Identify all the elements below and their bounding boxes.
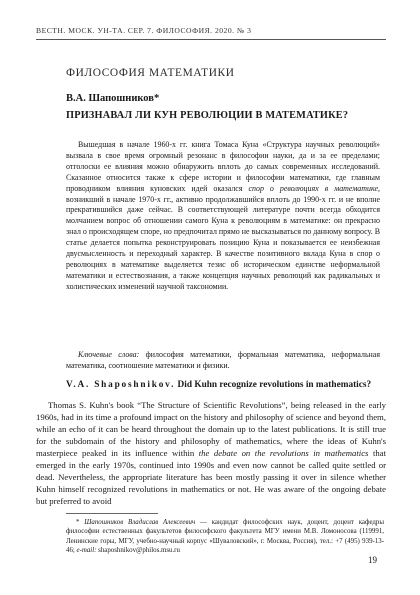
en-text-2: that emerged in the early 1970s, continued into 1990s and even now cannot be called quite settled or dead. Nevertheless, the appropriate literature has been mostly passing it over in silence whether Kuhn himself recognized revolutions in mathematics or not. He was aware of the ongoing debate but preferred to avoid	[36, 447, 386, 506]
footnote-rule	[66, 513, 158, 514]
footnote-text: — кандидат философских наук, доцент, доцент кафедры философии естественных факультетов философского факультета МГУ имени М.В. Ломоносова (119991, Ленинские горы, МГУ, учебно-научный корпус «Шуваловский», г. Москва, Россия), тел.: +7 (495) 939-13-46;	[66, 519, 385, 555]
footnote-email-label: e-mail:	[76, 547, 97, 555]
footnote-email: shaposhnikov@philos.msu.ru	[96, 547, 180, 555]
page-number: 19	[368, 555, 377, 565]
abstract-en	[36, 400, 386, 508]
keywords-label: Ключевые слова:	[78, 350, 140, 359]
en-text-1: Thomas S. Kuhn's book “The Structure of Scientific Revolutions”, being released in the early 1960s, had in its time a profound impact on the history and philosophy of science and beyond them, while an echo of it can be heard throughout the domain up to the latest publications. It is still true for the subdomain of the history and philosophy of mathematics, where the ideas of Kuhn's masterpiece peaked in its influence within	[36, 400, 386, 458]
english-author: V.A. Shaposhnikov.	[66, 380, 176, 390]
en-italic: the debate on the revolutions in mathematics	[198, 447, 369, 458]
abstract-italic: спор о революциях в математике,	[248, 183, 380, 193]
keywords-ru	[66, 350, 380, 372]
section-title: ФИЛОСОФИЯ МАТЕМАТИКИ	[66, 67, 235, 79]
english-title: Did Kuhn recognize revolutions in mathematics?	[175, 380, 372, 390]
running-header: ВЕСТН. МОСК. УН-ТА. СЕР. 7. ФИЛОСОФИЯ. 2020. № 3	[36, 26, 252, 35]
keywords-text: философия математики, формальная математика, неформальная математика, соотношение математики и физики.	[66, 350, 380, 370]
abstract-text-2: возникший в начале 1970-х гг., активно продолжавшийся вплоть до 1990-х гг. и не вполне прекратившийся даже сейчас. В соответствующей литературе почти всегда обходится молчанием вопрос об отношении самого Куна к революциям в математике: он прекрасно знал о происходящем споре, но предпочитал прямо не высказываться по данному вопросу. В статье делается попытка реконструировать позицию Куна и показывается ее неизбежная двусмысленность и переходный характер. В качестве позитивного вклада Куна в спор о революциях в математике выделяется тезис об историческом единстве неформальной математики и естествознания, а также концепция научных революций как радикальных и холистических изменений научной таксономии.	[66, 194, 380, 291]
footnote	[66, 518, 384, 556]
english-heading	[66, 380, 371, 390]
abstract-ru	[66, 140, 380, 293]
author-name: В.А. Шапошников*	[66, 93, 160, 104]
footnote-mark: *	[76, 519, 85, 526]
article-title: ПРИЗНАВАЛ ЛИ КУН РЕВОЛЮЦИИ В МАТЕМАТИКЕ?	[66, 110, 349, 121]
header-rule	[36, 39, 386, 40]
abstract-text-1: Вышедшая в начале 1960-х гг. книга Томаса Куна «Структура научных революций» вызвала в свое время огромный резонанс в философии науки, да и за ее пределами; отголоски ее влияния можно обнаружить вплоть до самых современных исследований. Сказанное относится также к сфере истории и философии математики, где главным проводником влияния куновских идей оказался	[66, 140, 380, 193]
footnote-name: Шапошников Владислав Алексеевич	[84, 519, 196, 526]
